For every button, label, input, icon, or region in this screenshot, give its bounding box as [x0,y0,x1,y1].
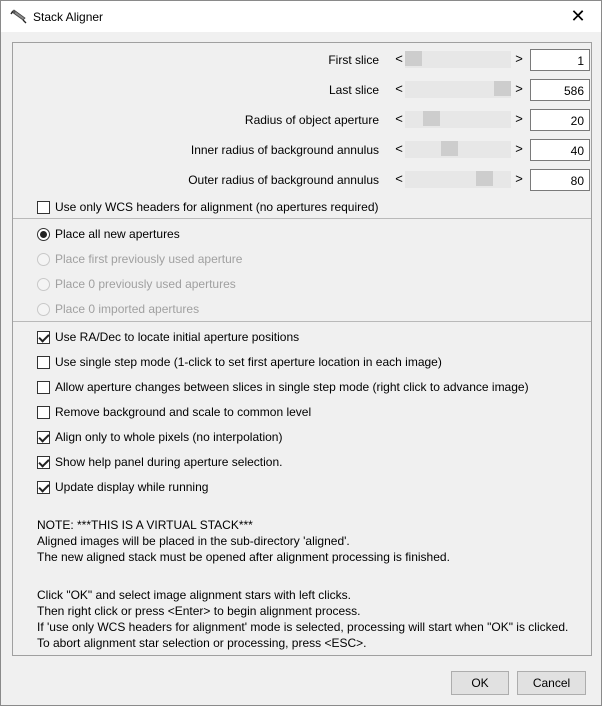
slider-track[interactable] [405,141,511,158]
setting-checkbox[interactable] [37,406,50,419]
slider-thumb[interactable] [441,141,458,156]
instruction-line: To abort alignment star selection or processing, press <ESC>. [37,636,367,650]
setting-label: Use RA/Dec to locate initial aperture positions [55,330,300,344]
title-bar[interactable] [1,1,601,32]
slider-row [13,108,591,132]
setting-option[interactable] [37,328,299,346]
slider-label: Last slice [328,83,379,97]
aperture-option-label: Place 0 imported apertures [55,302,200,316]
slider-value-field[interactable]: 586 [530,79,590,101]
note-line: Aligned images will be placed in the sub-directory 'aligned'. [37,534,350,548]
setting-label: Allow aperture changes between slices in single step mode (right click to advance image) [55,380,529,394]
note-line: NOTE: ***THIS IS A VIRTUAL STACK*** [37,518,253,532]
slider-track[interactable] [405,51,511,68]
instruction-line: Click "OK" and select image alignment stars with left clicks. [37,588,351,602]
setting-checkbox[interactable] [37,456,50,469]
slider-decrement-arrow[interactable]: < [395,141,403,156]
telescope-icon [10,8,28,24]
settings-panel [12,42,592,656]
slider-label: Radius of object aperture [244,113,379,127]
slider-increment-arrow[interactable]: > [515,111,523,126]
setting-option[interactable] [37,453,282,471]
slider-row [13,168,591,192]
slider-increment-arrow[interactable]: > [515,81,523,96]
setting-option[interactable] [37,378,529,396]
instruction-line: If 'use only WCS headers for alignment' mode is selected, processing will start when "OK" is clicked. [37,620,569,634]
setting-checkbox[interactable] [37,356,50,369]
slider-value-field[interactable]: 1 [530,49,590,71]
setting-checkbox[interactable] [37,481,50,494]
slider-value-field[interactable]: 40 [530,139,590,161]
slider-increment-arrow[interactable]: > [515,51,523,66]
aperture-option [37,300,199,318]
setting-label: Align only to whole pixels (no interpolation) [55,430,283,444]
slider-decrement-arrow[interactable]: < [395,51,403,66]
slider-decrement-arrow[interactable]: < [395,171,403,186]
slider-increment-arrow[interactable]: > [515,171,523,186]
wcs-only-label: Use only WCS headers for alignment (no apertures required) [55,200,379,214]
setting-label: Use single step mode (1-click to set first aperture location in each image) [55,355,442,369]
separator [13,321,591,322]
aperture-radio [37,278,50,291]
aperture-option-label: Place all new apertures [55,227,180,241]
slider-row [13,78,591,102]
setting-option[interactable] [37,428,282,446]
wcs-only-checkbox[interactable] [37,201,50,214]
setting-checkbox[interactable] [37,431,50,444]
setting-option[interactable] [37,478,208,496]
setting-label: Show help panel during aperture selection. [55,455,283,469]
slider-value-field[interactable]: 20 [530,109,590,131]
aperture-radio [37,303,50,316]
virtual-stack-note [37,517,587,565]
slider-thumb[interactable] [494,81,511,96]
note-line: The new aligned stack must be opened after alignment processing is finished. [37,550,450,564]
slider-decrement-arrow[interactable]: < [395,111,403,126]
slider-track[interactable] [405,171,511,188]
close-icon[interactable]: ✕ [570,6,586,26]
setting-checkbox[interactable] [37,331,50,344]
slider-decrement-arrow[interactable]: < [395,81,403,96]
separator [13,218,591,219]
slider-track[interactable] [405,81,511,98]
setting-option[interactable] [37,353,442,371]
slider-label: First slice [328,53,379,67]
instruction-line: Then right click or press <Enter> to begin alignment process. [37,604,361,618]
aperture-option[interactable] [37,225,180,243]
window-title: Stack Aligner [33,10,104,24]
slider-track[interactable] [405,111,511,128]
wcs-only-checkbox-row[interactable] [37,198,378,216]
slider-value-field[interactable]: 80 [530,169,590,191]
slider-row [13,138,591,162]
cancel-button[interactable]: Cancel [517,671,586,695]
aperture-radio [37,253,50,266]
aperture-option [37,275,236,293]
setting-label: Remove background and scale to common level [55,405,312,419]
setting-option[interactable] [37,403,311,421]
slider-label: Inner radius of background annulus [190,143,379,157]
slider-thumb[interactable] [423,111,440,126]
setting-checkbox[interactable] [37,381,50,394]
setting-label: Update display while running [55,480,209,494]
instructions-text [37,587,587,651]
aperture-option-label: Place 0 previously used apertures [55,277,236,291]
ok-button[interactable]: OK [451,671,509,695]
slider-thumb[interactable] [405,51,422,66]
aperture-option [37,250,242,268]
slider-label: Outer radius of background annulus [188,173,379,187]
aperture-option-label: Place first previously used aperture [55,252,243,266]
slider-thumb[interactable] [476,171,493,186]
aperture-radio[interactable] [37,228,50,241]
slider-row [13,48,591,72]
slider-increment-arrow[interactable]: > [515,141,523,156]
